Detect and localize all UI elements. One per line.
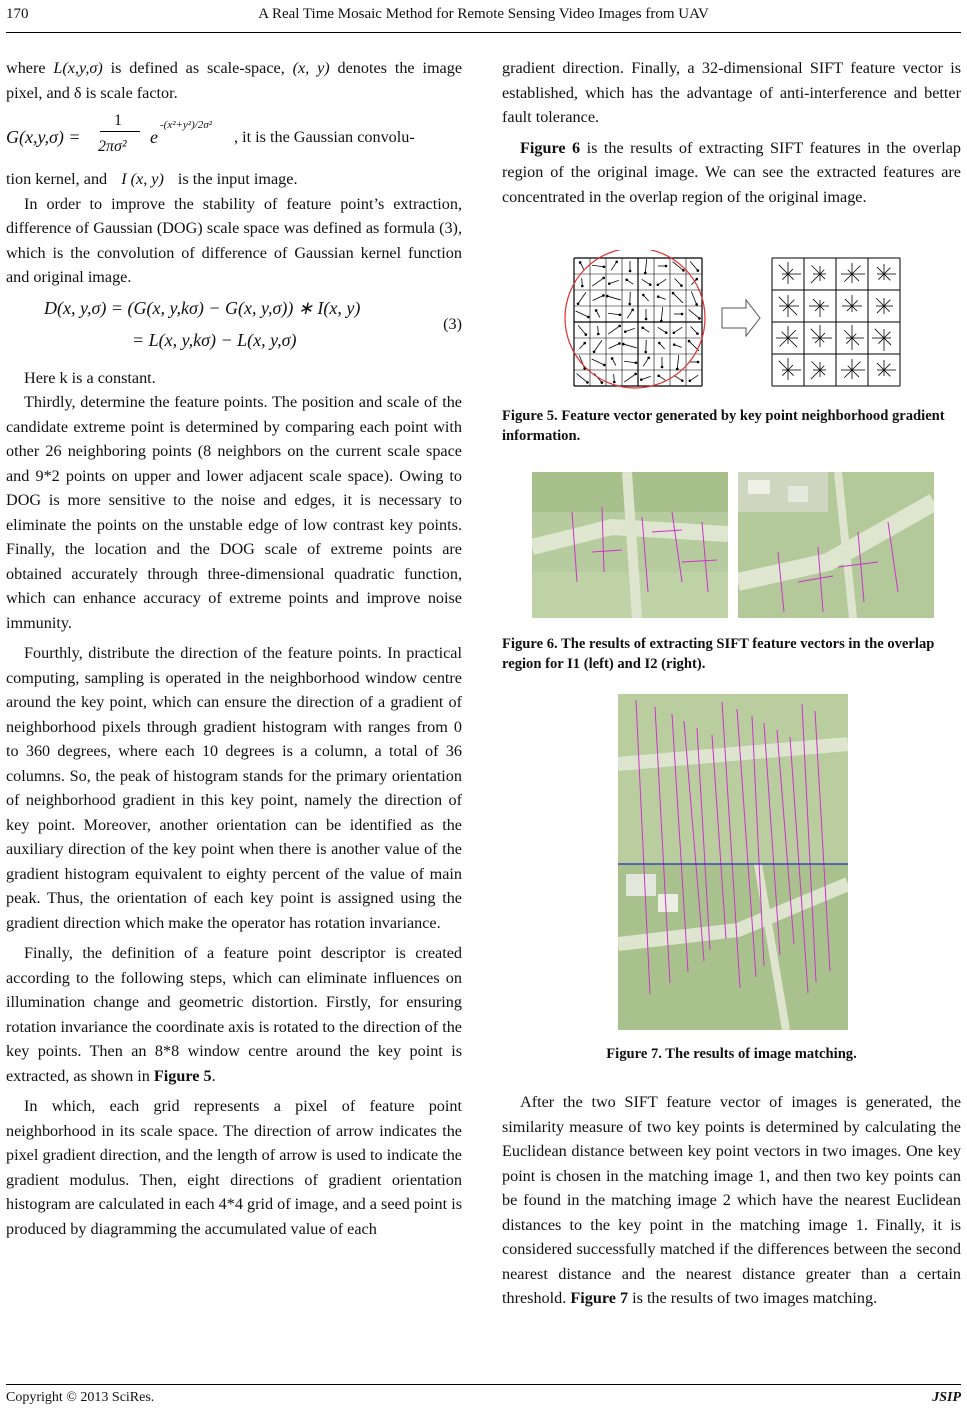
copyright: Copyright © 2013 SciRes.	[6, 1390, 155, 1405]
paragraph-matching: After the two SIFT feature vector of images is generated, the similarity measure of two key points is determined by calculating the Euclidean distance between key point vectors in two images. One key point is chosen in the matching image 1, and then two key points can be found in the matching image 2 which have the nearest Euclidean distances to the key point in the matching image 1. Finally, it is considered successfully matched if the differences between the second nearest distance and the nearest distance greater than a certain threshold. Figure 7 is the results of two images matching.	[502, 1093, 961, 1307]
paragraph-direction: Fourthly, distribute the direction of the feature points. In practical computing, sampling is operated in the neighborhood window centre around the key point, which can ensure the direction of a gradient of neighborhood pixels through gradient histogram with ranges from 0 to 360 degrees, where each 10 degrees is a column, a total of 36 columns. So, the peak of histogram stands for the primary orientation of neighborhood gradient in this key point, namely the direction of key point. Moreover, another orientation can be identified as the auxiliary direction of the key point when there is another value of the gradient histogram equivalent to eighty percent of the value of main peak. Thus, the orientation of each key point is assigned using the gradient direction which make the operator has rotation invariance.	[6, 644, 462, 932]
running-title: A Real Time Mosaic Method for Remote Sensing Video Images from UAV	[258, 6, 709, 22]
footer	[6, 1390, 961, 1406]
header-rule	[6, 32, 961, 33]
gaussian-formula: G(x,y,σ) = 1 2πσ² e -(x²+y²)/2σ² , it is the Gaussian convolu-	[6, 112, 415, 155]
paragraph-k: Here k is a constant.	[24, 368, 156, 387]
figure-5-diagram	[560, 250, 920, 390]
paragraph-feature-points: Thirdly, determine the feature points. The position and scale of the candidate extreme point is determined by comparing each point with other 26 neighboring points (8 neighbors on the current scale space and 9*2 points on upper and lower adjacent scale space). Owing to DOG is more sensitive to the noise and edges, it is necessary to eliminate the points on the unstable edge of low contrast key points. Finally, the location and the DOG scale of extreme points are obtained accurately through three-dimensional quadratic function, which can enhance accuracy of extreme points and improve noise immunity.	[6, 393, 462, 632]
paragraph-dog: In order to improve the stability of feature point’s extraction, difference of Gaussian (DOG) scale space was defined as formula (3), which is the convolution of difference of Gaussian kernel function and original image.	[6, 194, 462, 286]
page-number: 170	[6, 6, 29, 22]
figure-6-caption: Figure 6. The results of extracting SIFT feature vectors in the overlap region for I1 (left) and I2 (right).	[502, 636, 935, 672]
paragraph-descriptor: Finally, the definition of a feature point descriptor is created according to the following steps, which can eliminate influences on illumination change and geometric distortion. Firstly, for ensuring rotation invariance the coordinate axis is rotated to the direction of the key points. Then an 8*8 window centre around the key point is extracted, as shown in Figure 5.	[6, 944, 462, 1085]
paragraph-sift-vector: gradient direction. Finally, a 32-dimensional SIFT feature vector is established, which has the advantage of anti-interference and better fault tolerance.	[502, 59, 961, 126]
arrow-shape-icon	[722, 300, 760, 336]
figure-7-image	[618, 694, 848, 1030]
paragraph-input-image: tion kernel, and I (x, y) is the input image.	[6, 170, 298, 188]
equation-3: D(x, y,σ) = (G(x, y,kσ) − G(x, y,σ)) ∗ I(x, y) = L(x, y,kσ) − L(x, y,σ) (3)	[44, 297, 462, 350]
figure-6-image-right	[738, 472, 934, 618]
left-column	[6, 56, 462, 1241]
right-column-top	[502, 56, 961, 209]
paragraph-figure6-ref: Figure 6 is the results of extracting SIFT features in the overlap region of the original image. We can see the extracted features are concentrated in the overlap region of the original image.	[502, 138, 962, 206]
gradient-grid	[574, 258, 702, 386]
journal-name: JSIP	[932, 1390, 961, 1405]
descriptor-grid	[772, 258, 900, 386]
footer-rule	[6, 1384, 961, 1385]
figure-7-caption: Figure 7. The results of image matching.	[606, 1046, 857, 1062]
right-column-bottom	[502, 1090, 961, 1311]
running-header	[0, 6, 967, 26]
paragraph-scale-space: where L(x,y,σ) is defined as scale-space, (x, y) denotes the image pixel, and δ is scale factor.	[6, 59, 463, 102]
figure-6-image-left	[532, 472, 728, 618]
paragraph-grid: In which, each grid represents a pixel of feature point neighborhood in its scale space. The direction of arrow indicates the pixel gradient direction, and the length of arrow is used to indicate the gradient modulus. Then, eight directions of gradient orientation histogram are calculated in each 4*4 grid of image, and a seed point is produced by diagramming the accumulated value of each	[6, 1097, 462, 1238]
figure-5-caption: Figure 5. Feature vector generated by key point neighborhood gradient information.	[502, 408, 945, 444]
